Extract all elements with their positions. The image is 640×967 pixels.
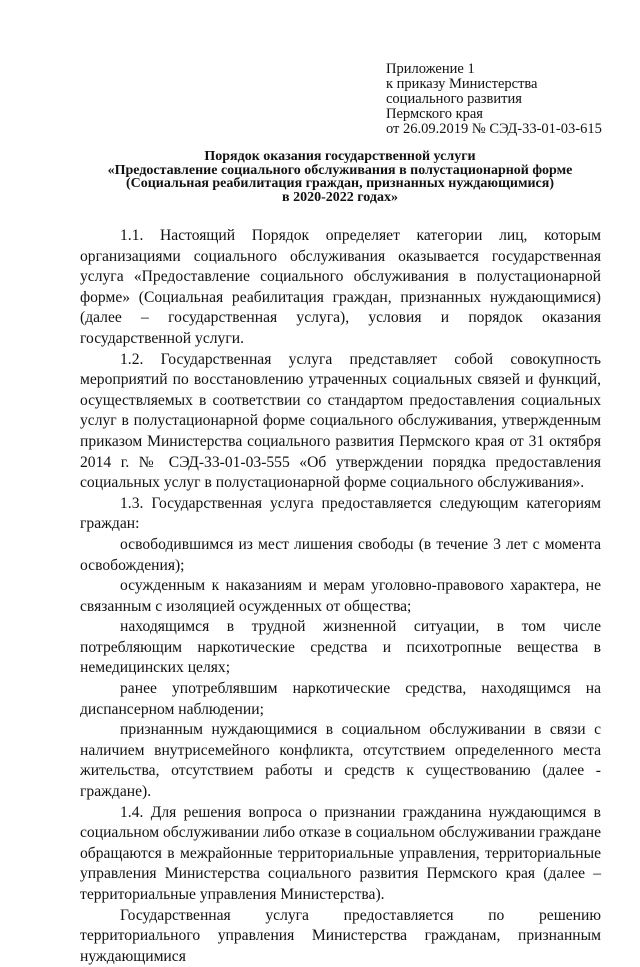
- appendix-block: [386, 62, 626, 137]
- document-title: [70, 150, 610, 204]
- paragraph-1-4: 1.4. Для решения вопроса о признании гражданина нуждающимся в социальном обслуживании либо отказе в социальном обслуживании граждане обращаются в межрайонные территориальные управления, территориальные управления Министерства социального развития Пермского края (далее – территориальные управления Министерства).: [80, 803, 601, 903]
- paragraph-1-3: 1.3. Государственная услуга предоставляется следующим категориям граждан:: [80, 494, 601, 533]
- category-item: ранее употреблявшим наркотические средства, находящимся на диспансерном наблюдении;: [80, 680, 601, 718]
- paragraph-continuation: Государственная услуга предоставляется по решению территориального управления Министерства гражданам, признанным нуждающимися: [80, 906, 601, 965]
- appendix-line: социального развития: [386, 91, 522, 107]
- category-item: освободившимся из мест лишения свободы (в течение 3 лет с момента освобождения);: [80, 535, 601, 574]
- title-line: «Предоставление социального обслуживания в полустационарной форме: [107, 162, 573, 178]
- category-item: осужденным к наказаниям и мерам уголовно-правового характера, не связанным с изоляцией осужденных от общества;: [80, 577, 601, 615]
- category-item: находящимся в трудной жизненной ситуации, в том числе потребляющим наркотические средства и психотропные вещества в немедицинских целях;: [80, 618, 601, 677]
- title-line: Порядок оказания государственной услуги: [204, 149, 476, 164]
- title-line: в 2020-2022 годах»: [282, 189, 398, 205]
- appendix-line: к приказу Министерства: [386, 76, 538, 92]
- category-item: признанным нуждающимися в социальном обслуживании в связи с наличием внутрисемейного конфликта, отсутствием определенного места жительства, отсутствием работы и средств к существованию (далее - граждане).: [80, 721, 601, 801]
- paragraph-1-2: 1.2. Государственная услуга представляет собой совокупность мероприятий по восстановлению утраченных социальных связей и функций, осуществляемых в соответствии со стандартом предоставления социальных услуг в полустационарной форме социального обслуживания, утвержденным приказом Министерства социального развития Пермского края от 31 октября 2014 г. № СЭД-33-01-03-555 «Об утверждении порядка предоставления социальных услуг в полустационарной форме социального обслуживания».: [80, 350, 601, 492]
- appendix-line: от 26.09.2019 № СЭД-33-01-03-615: [386, 121, 602, 137]
- paragraph-1-1: 1.1. Настоящий Порядок определяет категории лиц, которым организациями социального обслуживания оказывается государственная услуга «Предоставление социального обслуживания в полустационарной форме» (Социальная реабилитация граждан, признанных нуждающимися) (далее – государственная услуга), условия и порядок оказания государственной услуги.: [80, 227, 601, 347]
- document-body: [80, 226, 601, 967]
- appendix-line: Пермского края: [386, 106, 483, 122]
- title-line: (Социальная реабилитация граждан, признанных нуждающимися): [125, 176, 555, 191]
- appendix-line: Приложение 1: [386, 61, 475, 77]
